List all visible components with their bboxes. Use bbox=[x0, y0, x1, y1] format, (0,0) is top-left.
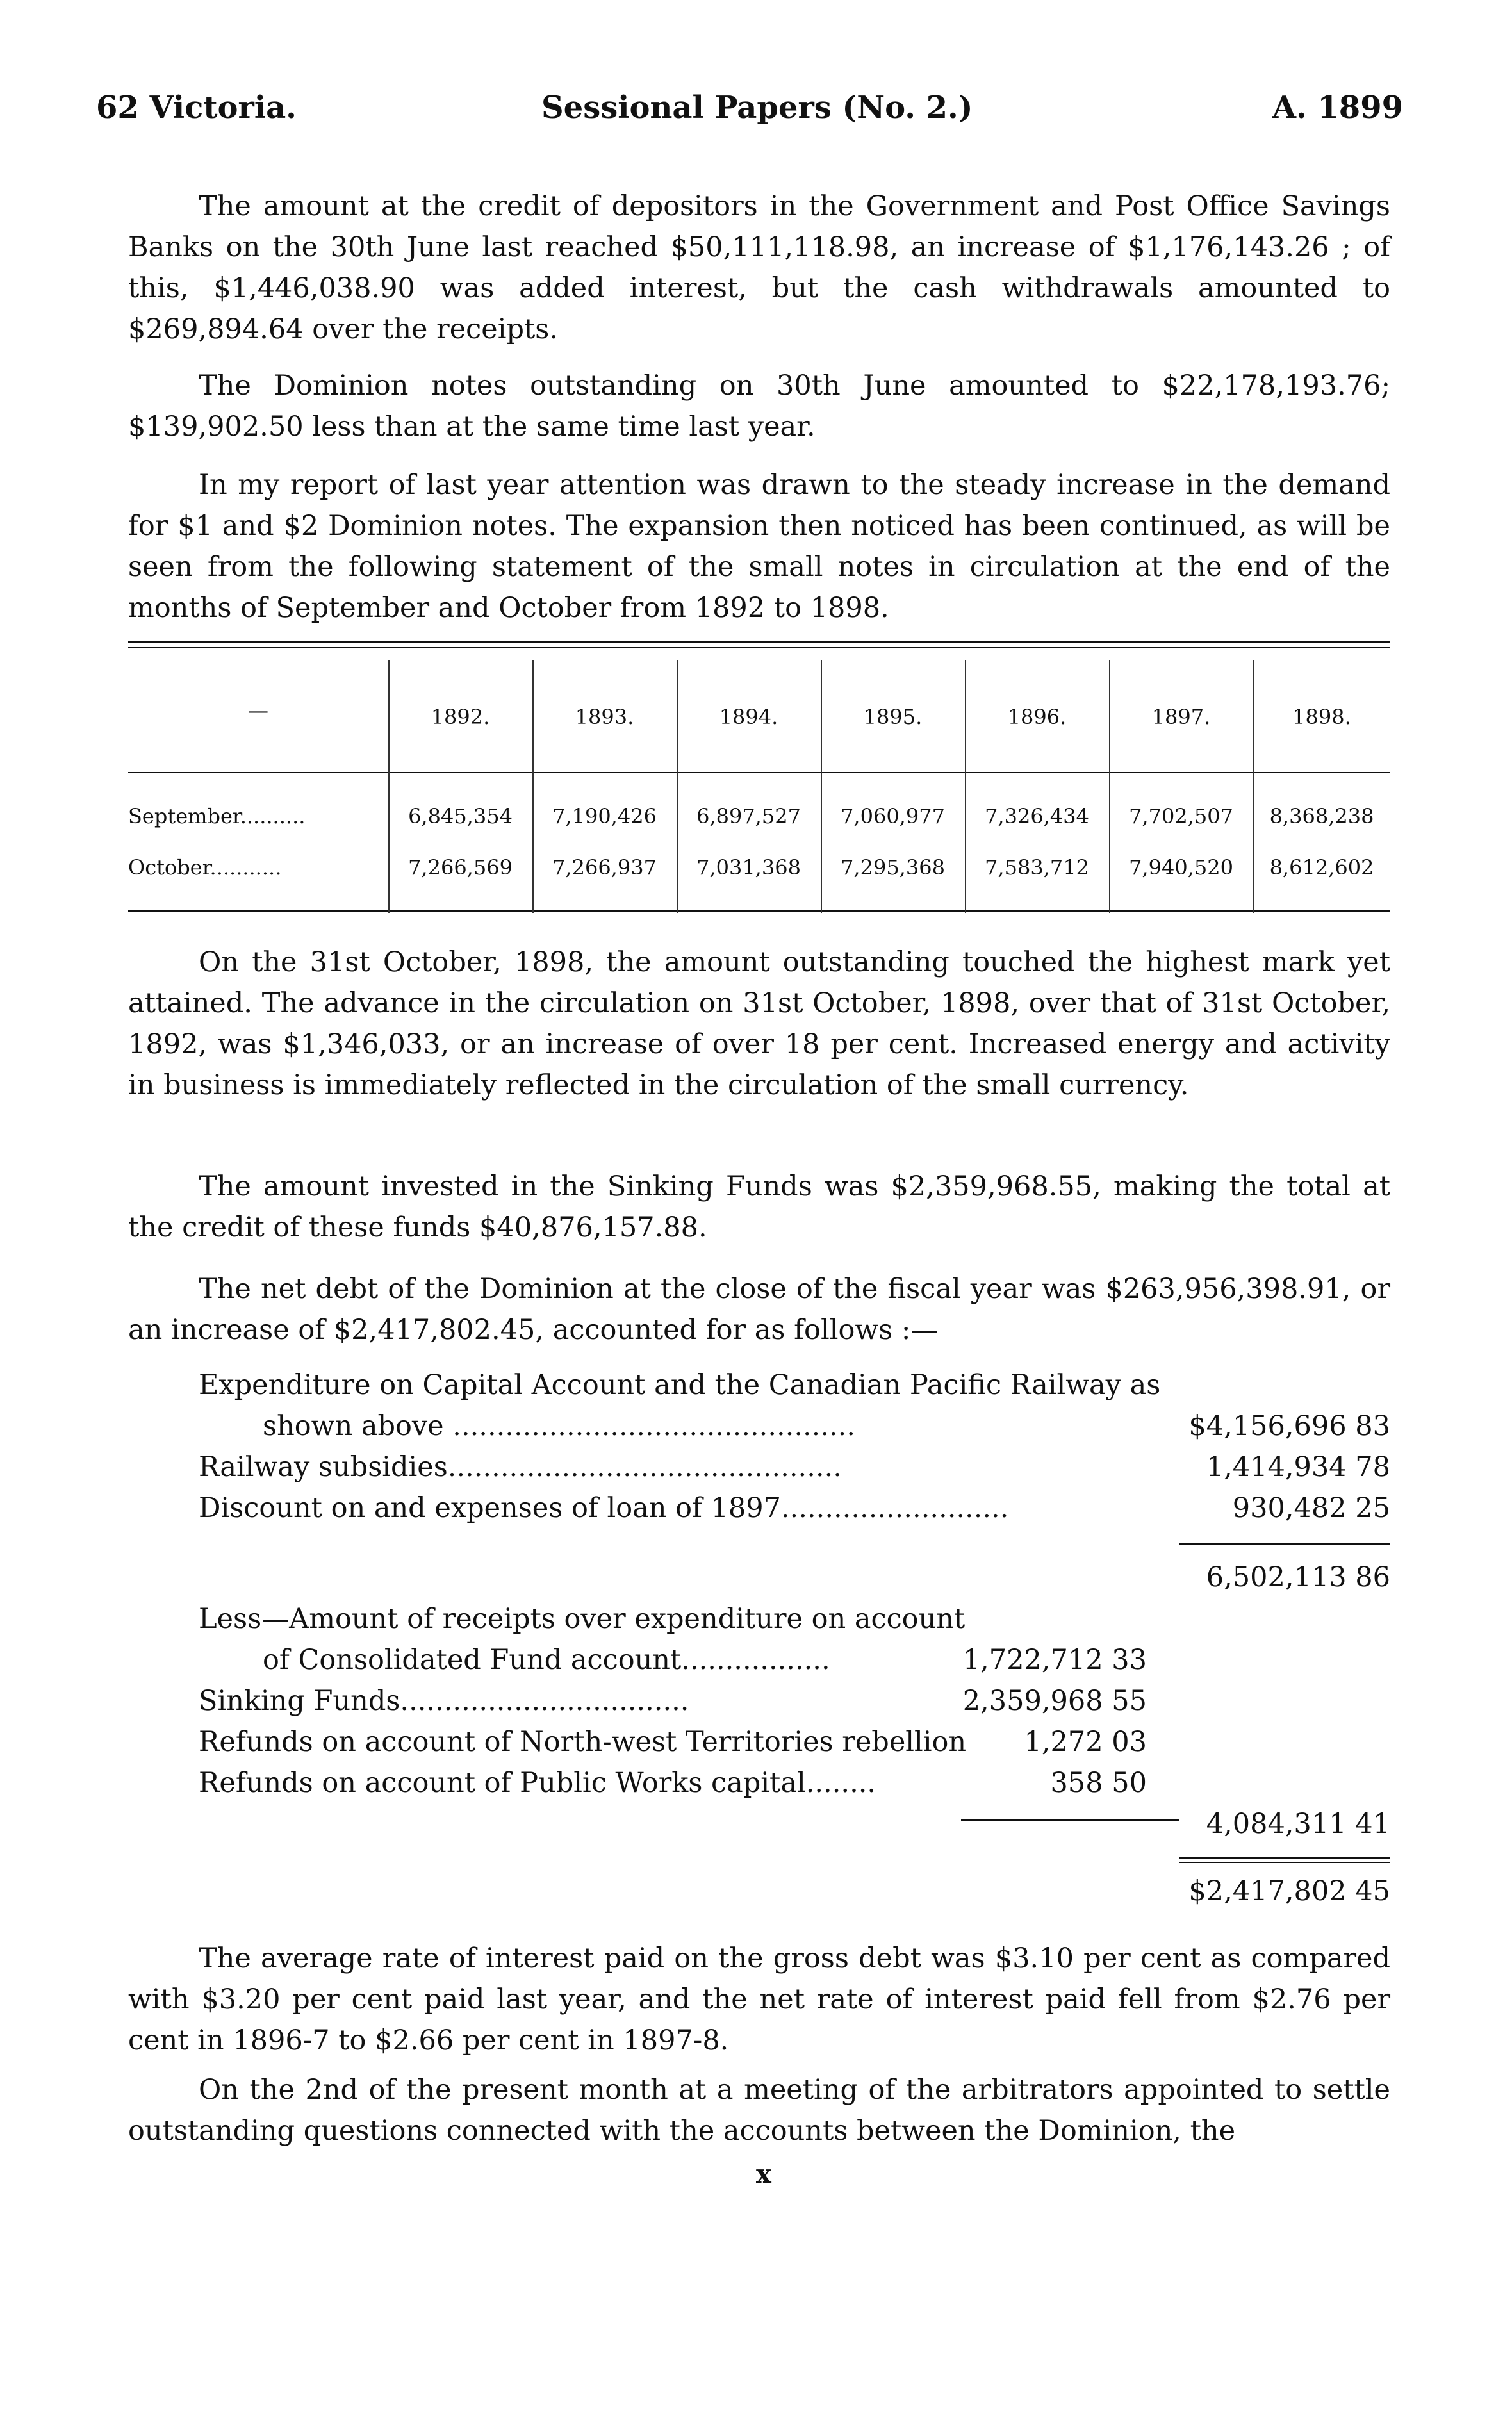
less-amount-1: 1,722,712 33 bbox=[962, 1644, 1147, 1676]
table-year-header: 1893. bbox=[575, 705, 634, 729]
paragraph-interest-rate: The average rate of interest paid on the gross debt was $3.10 per cent as compared with $3.20 per cent paid last year, and the net rate of interest paid fell from $2.76 per cent in 1896-7 to $2.66 per cent in 1897-8. bbox=[128, 1942, 1390, 2057]
table-year-header: 1897. bbox=[1151, 705, 1211, 729]
table-row-label-september: September.......... bbox=[128, 804, 306, 828]
less-line-a: Less—Amount of receipts over expenditure on account bbox=[199, 1603, 966, 1635]
expenditure-amount-2: 1,414,934 78 bbox=[1206, 1451, 1390, 1483]
header-right: A. 1899 bbox=[1272, 90, 1403, 126]
table-year-header: 1892. bbox=[431, 705, 490, 729]
subtotal-1: 6,502,113 86 bbox=[1206, 1561, 1390, 1593]
small-notes-table bbox=[128, 641, 1390, 923]
page-footer-marker: x bbox=[756, 2159, 771, 2189]
table-row-label-october: October........... bbox=[128, 855, 282, 880]
table-corner: — bbox=[248, 698, 268, 723]
net-debt-statement bbox=[199, 1365, 1390, 1907]
table-year-header: 1895. bbox=[863, 705, 923, 729]
table-cell: 7,295,368 bbox=[841, 855, 945, 880]
paragraph-small-notes: In my report of last year attention was drawn to the steady increase in the demand for $1 and $2 Dominion notes. The expansion then noticed has been continued, as will be seen from the following statement of the small notes in circulation at the end of the months of September and October from 1892 to 1898. bbox=[128, 469, 1390, 624]
net-increase-total: $2,417,802 45 bbox=[1188, 1875, 1390, 1907]
less-line-2: Sinking Funds................................. bbox=[199, 1685, 689, 1717]
table-cell: 7,583,712 bbox=[985, 855, 1089, 880]
table-header-rule bbox=[128, 772, 1390, 773]
table-cell: 7,266,937 bbox=[552, 855, 657, 880]
expenditure-amount-3: 930,482 25 bbox=[1232, 1492, 1390, 1524]
expenditure-line-1b: shown above .............................................. bbox=[263, 1410, 856, 1442]
total-rule-thin bbox=[1179, 1862, 1390, 1863]
paragraph-highest-mark: On the 31st October, 1898, the amount outstanding touched the highest mark yet attained. The advance in the circulation on 31st October, 1898, over that of 31st October, 1892, was $1,346,033, or an increase of over 18 per cent. Increased energy and activity in business is immediately reflected in the circulation of the small currency. bbox=[128, 946, 1390, 1101]
expenditure-line-3: Discount on and expenses of loan of 1897.......................... bbox=[199, 1492, 1009, 1524]
less-line-3: Refunds on account of North-west Territories rebellion bbox=[199, 1726, 967, 1758]
table-cell: 7,031,368 bbox=[696, 855, 801, 880]
table-year-header: 1898. bbox=[1292, 705, 1351, 729]
paragraph-savings-banks: The amount at the credit of depositors in the Government and Post Office Savings Banks on the 30th June last reached $50,111,118.98, an increase of $1,176,143.26 ; of this, $1,446,038.90 was added interest, but the cash withdrawals amounted to $269,894.64 over the receipts. bbox=[128, 190, 1390, 345]
table-year-header: 1894. bbox=[719, 705, 778, 729]
paragraph-sinking-funds: The amount invested in the Sinking Funds was $2,359,968.55, making the total at the credit of these funds $40,876,157.88. bbox=[128, 1170, 1390, 1244]
table-cell: 8,368,238 bbox=[1269, 804, 1374, 828]
less-line-b: of Consolidated Fund account................. bbox=[263, 1644, 830, 1676]
paragraph-arbitrators: On the 2nd of the present month at a meeting of the arbitrators appointed to settle outstanding questions connected with the accounts between the Dominion, the bbox=[128, 2074, 1390, 2147]
less-amount-3: 1,272 03 bbox=[1024, 1726, 1147, 1758]
table-cell: 7,190,426 bbox=[552, 804, 657, 828]
page-header bbox=[96, 90, 1403, 141]
table-cell: 7,266,569 bbox=[408, 855, 513, 880]
table-cell: 8,612,602 bbox=[1269, 855, 1374, 880]
paragraph-dominion-notes: The Dominion notes outstanding on 30th June amounted to $22,178,193.76; $139,902.50 less than at the same time last year. bbox=[128, 370, 1390, 443]
table-top-rule bbox=[128, 641, 1390, 643]
total-rule bbox=[1179, 1857, 1390, 1859]
table-bottom-rule bbox=[128, 910, 1390, 912]
header-center: Sessional Papers (No. 2.) bbox=[541, 90, 973, 126]
expenditure-amount-1: $4,156,696 83 bbox=[1188, 1410, 1390, 1442]
less-amount-4: 358 50 bbox=[1050, 1767, 1147, 1799]
subtotal-rule-1 bbox=[1179, 1543, 1390, 1545]
table-cell: 7,326,434 bbox=[985, 804, 1089, 828]
table-cell: 7,940,520 bbox=[1129, 855, 1233, 880]
table-cell: 7,060,977 bbox=[841, 804, 945, 828]
table-year-header: 1896. bbox=[1007, 705, 1067, 729]
paragraph-net-debt: The net debt of the Dominion at the close of the fiscal year was $263,956,398.91, or an increase of $2,417,802.45, accounted for as follows :— bbox=[128, 1273, 1390, 1346]
table-top-rule-thin bbox=[128, 647, 1390, 648]
less-rule bbox=[961, 1819, 1179, 1821]
expenditure-line-2: Railway subsidies............................................. bbox=[199, 1451, 842, 1483]
header-left: 62 Victoria. bbox=[96, 90, 297, 126]
table-cell: 6,845,354 bbox=[408, 804, 513, 828]
expenditure-line-1: Expenditure on Capital Account and the Canadian Pacific Railway as bbox=[199, 1369, 1161, 1401]
subtotal-2: 4,084,311 41 bbox=[1206, 1808, 1390, 1840]
less-line-4: Refunds on account of Public Works capital........ bbox=[199, 1767, 876, 1799]
table-cell: 6,897,527 bbox=[696, 804, 801, 828]
less-amount-2: 2,359,968 55 bbox=[962, 1685, 1147, 1717]
table-cell: 7,702,507 bbox=[1129, 804, 1233, 828]
